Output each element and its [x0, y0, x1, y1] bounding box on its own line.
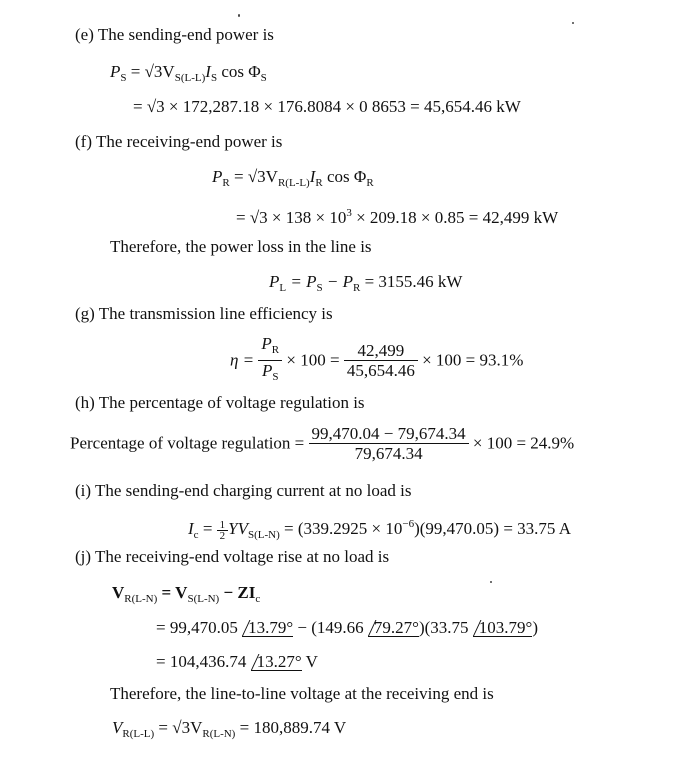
- section-f-equation-2: [236, 203, 558, 228]
- eq-exponent: 3: [346, 207, 352, 219]
- eq-symbol: YV: [228, 519, 248, 538]
- angle-value: 79.27°: [373, 618, 419, 637]
- frac-denominator: P: [262, 361, 273, 380]
- angle-notation: [368, 618, 419, 638]
- section-e-heading: [75, 25, 274, 45]
- scan-dot: [238, 14, 240, 17]
- section-i-heading: [75, 481, 411, 501]
- section-j-equation-1: [112, 583, 260, 609]
- section-i-text: The sending-end charging current at no load is: [95, 481, 412, 500]
- section-f-therefore: Therefore, the power loss in the line is: [110, 237, 372, 256]
- section-i-equation: [188, 514, 571, 545]
- section-h-equation: [70, 424, 574, 463]
- eq-symbol: P: [269, 272, 280, 291]
- eq-exponent: −6: [402, 518, 415, 530]
- angle-notation: [473, 618, 533, 638]
- section-i-label: (i): [75, 481, 92, 500]
- section-j-equation-3: [156, 652, 318, 672]
- eq-part: = 104,436.74: [156, 652, 251, 671]
- eq-part: × 100 = 93.1%: [422, 350, 524, 370]
- eta-symbol: η =: [230, 350, 255, 370]
- section-e-text: The sending-end power is: [97, 25, 274, 44]
- eq-sub: R: [315, 177, 323, 189]
- eq-cos: cos Φ: [217, 62, 261, 81]
- frac-numerator: 1: [217, 520, 229, 531]
- section-g-text: The transmission line efficiency is: [98, 304, 333, 323]
- section-g-equation: [230, 334, 523, 387]
- section-e-equation-2: = √3 × 172,287.18 × 176.8084 × 0 8653 = 45,654.46 kW: [133, 97, 521, 116]
- eq-part: × 100 =: [286, 350, 340, 370]
- eq-cos: cos Φ: [322, 167, 367, 186]
- eq-sub: R(L-N): [202, 728, 236, 740]
- eq-part: = 99,470.05: [156, 618, 243, 637]
- section-h-heading: [75, 393, 365, 413]
- eq-unit: V: [301, 652, 318, 671]
- angle-value: 13.79°: [248, 618, 294, 637]
- eq-sub: R(L-L): [277, 177, 310, 189]
- eq-sub: R(L-L): [122, 728, 155, 740]
- eq-symbol: I: [205, 62, 211, 81]
- eq-sub: R: [222, 177, 230, 189]
- section-f-equation-1: [212, 167, 374, 193]
- section-g-label: (g): [75, 304, 95, 323]
- angle-notation: [242, 618, 293, 638]
- section-f-label: (f): [75, 132, 92, 151]
- section-f-heading: [75, 132, 282, 152]
- eq-part: = √3V: [154, 718, 203, 737]
- eq-symbol: I: [309, 167, 316, 186]
- section-j-final-equation: [112, 718, 346, 744]
- eq-value: = 3155.46 kW: [360, 272, 463, 291]
- half-fraction: [217, 520, 229, 541]
- eq-part: =: [198, 519, 217, 538]
- eq-rhs: = √3V: [130, 62, 175, 81]
- eq-sub: S: [316, 282, 323, 294]
- section-f-loss-equation: [269, 272, 462, 298]
- scan-dot: [490, 581, 492, 583]
- section-j-heading: [75, 547, 389, 567]
- eq-sub: R: [352, 282, 361, 294]
- eq-sub: c: [255, 593, 261, 605]
- eq-part: = V: [157, 583, 188, 602]
- section-e-label: (e): [75, 25, 94, 44]
- eq-part: − P: [322, 272, 353, 291]
- eq-sub: R(L-N): [124, 593, 158, 605]
- eq-part: = P: [286, 272, 317, 291]
- efficiency-value-fraction: [344, 341, 418, 380]
- section-h-text: The percentage of voltage regulation is: [98, 393, 365, 412]
- regulation-fraction: [309, 424, 469, 463]
- eq-part: = (339.2925 × 10: [279, 519, 403, 538]
- eq-part: × 209.18 × 0.85 = 42,499 kW: [351, 208, 559, 227]
- eq-sub: c: [193, 529, 199, 541]
- section-g-heading: [75, 304, 333, 324]
- eq-sub: S(L-L): [174, 72, 206, 84]
- eq-sub: L: [279, 282, 287, 294]
- eq-symbol: P: [110, 62, 121, 81]
- eq-symbol: V: [112, 583, 125, 602]
- section-j-therefore: Therefore, the line-to-line voltage at the receiving end is: [110, 684, 494, 703]
- eq-part: − ZI: [219, 583, 256, 602]
- eq-value: = 180,889.74 V: [235, 718, 347, 737]
- section-f-text: The receiving-end power is: [95, 132, 283, 151]
- eq-part: × 100 = 24.9%: [472, 433, 575, 453]
- section-h-label: (h): [75, 393, 95, 412]
- eq-part: )(33.75: [418, 618, 473, 637]
- frac-numerator: P: [261, 334, 272, 353]
- angle-value: 103.79°: [478, 618, 533, 637]
- eq-part: Percentage of voltage regulation =: [70, 433, 305, 453]
- frac-denominator: 2: [219, 529, 226, 542]
- eq-symbol: V: [112, 718, 123, 737]
- frac-denominator: 79,674.34: [354, 444, 423, 463]
- section-j-equation-2: [156, 618, 538, 638]
- efficiency-fraction: [258, 334, 282, 387]
- eq-rhs: = √3V: [233, 167, 278, 186]
- eq-sub: S: [120, 72, 127, 84]
- frac-numerator: 42,499: [344, 341, 418, 361]
- section-e-equation-1: [110, 62, 267, 88]
- eq-symbol: P: [212, 167, 223, 186]
- eq-sub: R: [271, 344, 280, 356]
- eq-sub: R: [366, 177, 374, 189]
- eq-sub: S: [210, 72, 218, 84]
- section-j-label: (j): [75, 547, 92, 566]
- frac-denominator: 45,654.46: [346, 361, 415, 380]
- eq-sub: S: [260, 72, 267, 84]
- eq-part: = √3 × 138 × 10: [236, 208, 347, 227]
- eq-sub: S(L-N): [248, 529, 280, 541]
- eq-symbol: I: [188, 519, 194, 538]
- eq-part: − (149.66: [293, 618, 368, 637]
- eq-part: )(99,470.05) = 33.75 A: [414, 519, 572, 538]
- angle-value: 13.27°: [256, 652, 302, 671]
- scan-dot: [572, 22, 574, 24]
- frac-numerator: 99,470.04 − 79,674.34: [309, 424, 469, 444]
- eq-sub: S(L-N): [187, 593, 220, 605]
- section-j-text: The receiving-end voltage rise at no load is: [95, 547, 390, 566]
- eq-part: ): [532, 618, 539, 637]
- eq-sub: S: [272, 371, 279, 383]
- angle-notation: [251, 652, 302, 672]
